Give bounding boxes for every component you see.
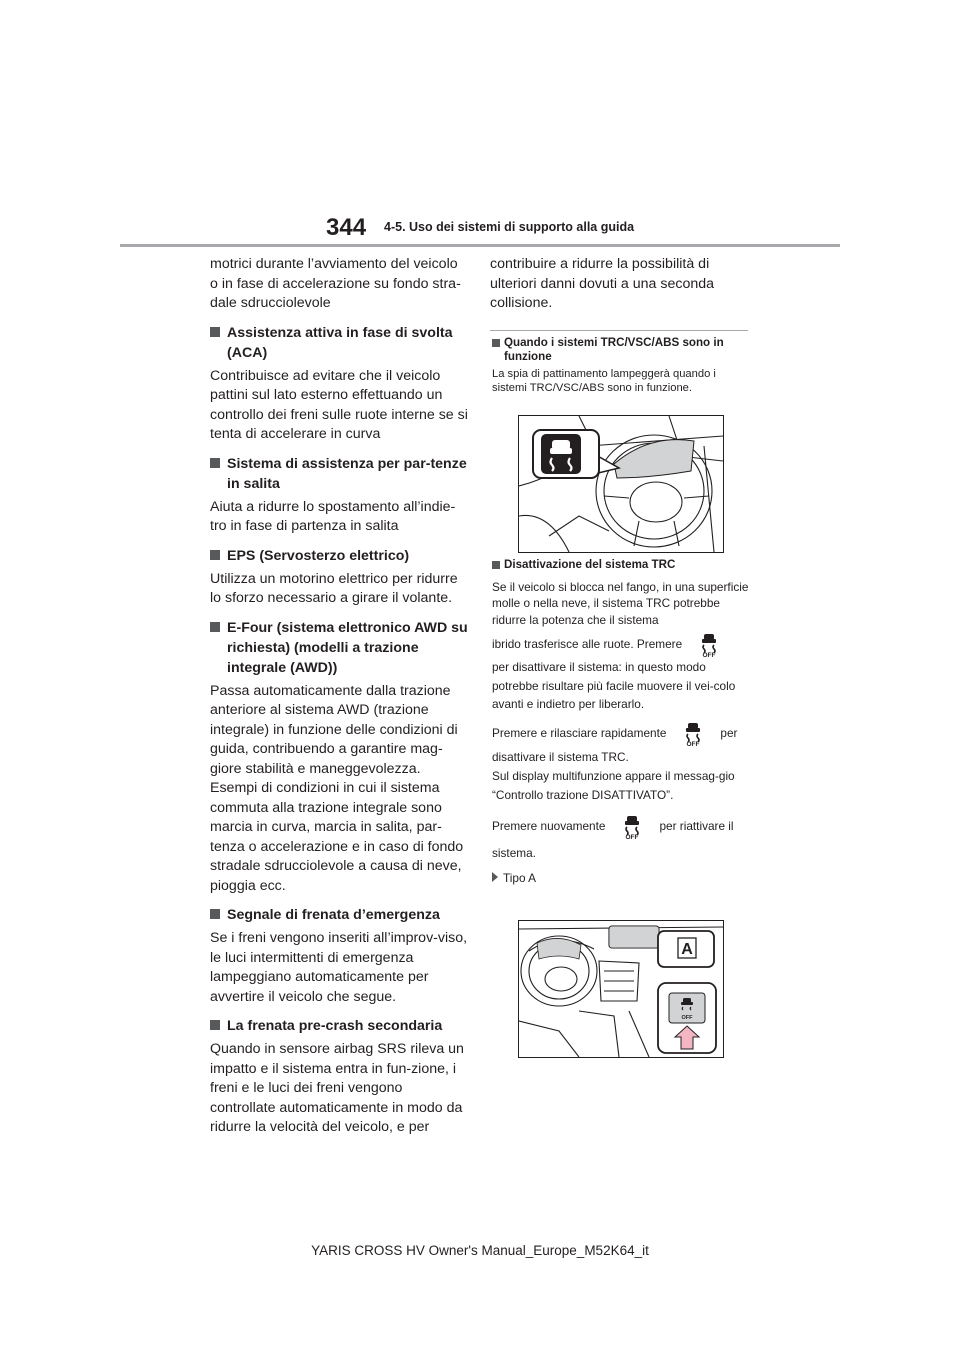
bullet-square-icon <box>492 339 500 347</box>
type-label: Tipo A <box>492 870 752 886</box>
svg-text:OFF: OFF <box>702 652 716 659</box>
section-heading-secondary-collision-brake: La frenata pre-crash secondaria <box>210 1016 468 1036</box>
bullet-square-icon <box>210 458 220 468</box>
vsc-off-icon <box>619 814 645 840</box>
subsection-text-trc-active: La spia di pattinamento lampeggerà quando i sistemi TRC/VSC/ABS sono in funzione. <box>492 368 716 394</box>
dashboard-slip-indicator-figure <box>518 415 724 553</box>
section-text-eps: Utilizza un motorino elettrico per ridurre lo sforzo necessario a girare il volante. <box>210 570 458 606</box>
trc-disable-text-5: disattivare il sistema TRC. <box>492 750 629 765</box>
right-divider <box>490 330 748 331</box>
type-a-console-figure <box>518 920 724 1058</box>
section-title: 4-5. Uso dei sistemi di supporto alla guida <box>384 220 635 234</box>
vsc-off-icon <box>696 632 722 658</box>
figure-label-a: A <box>681 941 693 958</box>
section-heading-eps: EPS (Servosterzo elettrico) <box>210 546 468 566</box>
bullet-square-icon <box>210 550 220 560</box>
header-divider <box>120 244 840 247</box>
trc-disable-text-6: Sul display multifunzione appare il messag-gio “Controllo trazione DISATTIVATO”. <box>492 769 735 802</box>
subsection-heading-trc-disable: Disattivazione del sistema TRC <box>492 558 752 572</box>
bullet-square-icon <box>210 622 220 632</box>
section-heading-efour: E-Four (sistema elettronico AWD su richiesta) (modelli a trazione integrale (AWD)) <box>210 618 468 678</box>
subsection-trc-disable <box>492 558 752 886</box>
arrow-right-icon <box>492 872 498 882</box>
dashboard-illustration <box>519 416 723 552</box>
section-heading-hill-start: Sistema di assistenza per par-tenze in salita <box>210 454 468 494</box>
svg-text:OFF: OFF <box>686 741 700 748</box>
subsection-heading-trc-active: Quando i sistemi TRC/VSC/ABS sono in funzione <box>492 336 752 364</box>
bullet-square-icon <box>210 1020 220 1030</box>
trc-disable-text-7: Premere nuovamente OFF per riattivare il <box>492 812 752 840</box>
bullet-square-icon <box>492 561 500 569</box>
page-number: 344 <box>326 214 367 241</box>
bullet-square-icon <box>210 909 220 919</box>
section-heading-aca: Assistenza attiva in fase di svolta (ACA) <box>210 323 468 363</box>
subsection-trc-active <box>492 336 752 395</box>
section-text-hill-start: Aiuta a ridurre lo spostamento all’indie-tro in fase di partenza in salita <box>210 498 456 534</box>
trc-disable-text-1: Se il veicolo si blocca nel fango, in una superficie molle o nella neve, il sistema TRC potrebbe ridurre la potenza che il sistema <box>492 580 749 627</box>
section-text-secondary-collision-brake: Quando in sensore airbag SRS rileva un impatto e il sistema entra in fun-zione, i freni e le luci dei freni vengono controllate automaticamente in modo da ridurre la velocità del veicolo, e per <box>210 1041 464 1135</box>
svg-text:OFF: OFF <box>681 1015 693 1021</box>
right-column-continuation: contribuire a ridurre la possibilità di ulteriori danni dovuti a una seconda collisione. <box>490 256 715 311</box>
left-column <box>210 255 468 1147</box>
vsc-off-icon <box>680 721 706 747</box>
trc-disable-text-4: Premere e rilasciare rapidamente OFF per <box>492 719 752 747</box>
bullet-square-icon <box>210 327 220 337</box>
intro-paragraph: motrici durante l’avviamento del veicolo o in fase di accelerazione su fondo stra-dale sdrucciolevole <box>210 256 461 311</box>
trc-disable-text-3: per disattivare il sistema: in questo modo potrebbe risultare più facile muovere il vei-colo avanti e indietro per liberarlo. <box>492 660 736 712</box>
footer-text: YARIS CROSS HV Owner's Manual_Europe_M52K64_it <box>311 1243 649 1258</box>
trc-disable-text-8: sistema. <box>492 846 536 861</box>
section-heading-emergency-brake-signal: Segnale di frenata d’emergenza <box>210 905 468 925</box>
section-text-efour: Passa automaticamente dalla trazione anteriore al sistema AWD (trazione integrale) in funzione delle condizioni di guida, contribuendo a garantire mag-giore stabilità e maneggevolezza. Esempi di condizioni in cui il sistema commuta alla trazione integrale sono marcia in curva, marcia in salita, par-tenza o accelerazione e in caso di fondo stradale sdrucciolevole a causa di neve, pioggia ecc. <box>210 682 464 894</box>
svg-text:OFF: OFF <box>625 834 639 841</box>
section-text-emergency-brake-signal: Se i freni vengono inseriti all’improv-viso, le luci intermittenti di emergenza lampeggiano automaticamente per avvertire il veicolo che segue. <box>210 930 468 1005</box>
trc-disable-text-2: ibrido trasferisce alle ruote. Premere OFF <box>492 630 752 658</box>
console-illustration <box>519 921 723 1057</box>
section-text-aca: Contribuisce ad evitare che il veicolo pattini sul lato esterno effettuando un controllo dei freni sulle ruote interne se si tenta di accelerare in curva <box>210 367 468 442</box>
